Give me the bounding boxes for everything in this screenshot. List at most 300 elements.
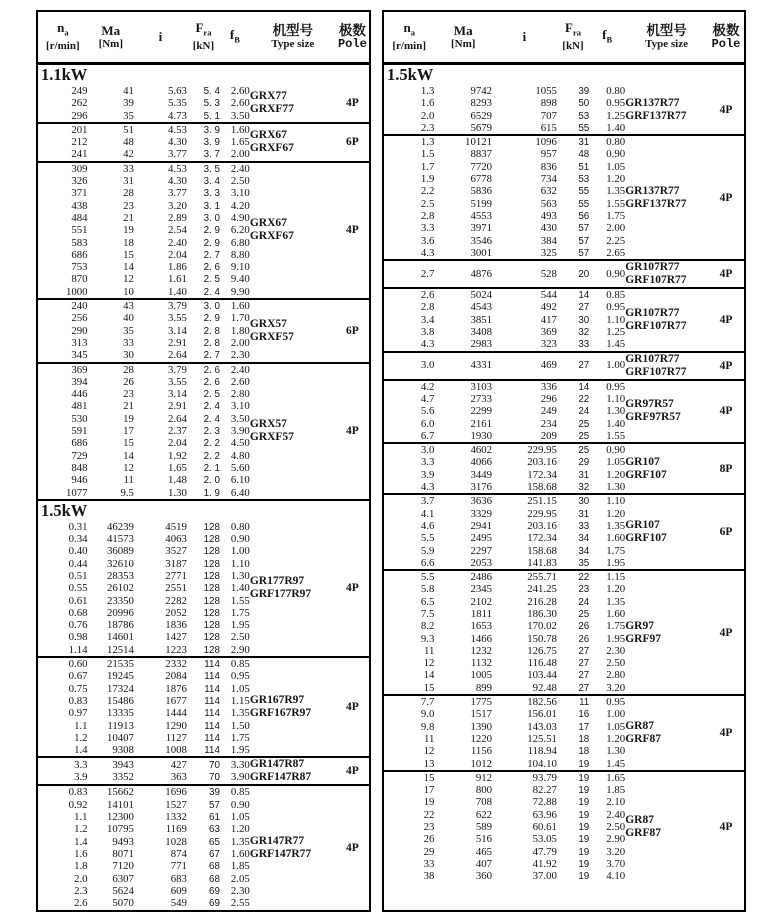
cell-ma: 20996 <box>106 606 134 619</box>
cell-i: 2771 <box>165 569 187 582</box>
data-row <box>38 388 250 400</box>
type-size-labels <box>625 571 708 694</box>
cell-fb: 1.45 <box>606 338 626 351</box>
pole-cell <box>336 758 369 784</box>
rating-section <box>384 287 744 350</box>
pole-label: 4P <box>346 97 359 110</box>
cell-na: 15 <box>423 771 435 784</box>
cell-ma: 6529 <box>470 109 493 122</box>
data-row <box>384 444 625 456</box>
cell-na: 5.5 <box>420 532 435 545</box>
data-row <box>38 474 250 486</box>
cell-fb: 2.30 <box>606 644 626 657</box>
cell-ma: 48 <box>123 136 134 149</box>
data-row <box>384 326 625 338</box>
rating-section <box>384 569 744 694</box>
cell-fb: 4.50 <box>230 437 250 450</box>
cell-ma: 15 <box>123 248 134 261</box>
data-row <box>384 657 625 669</box>
cell-ma: 2297 <box>470 544 493 557</box>
table-header <box>384 12 744 65</box>
cell-na: 2.5 <box>420 197 435 210</box>
cell-ma: 5024 <box>470 289 493 302</box>
column-header-unit: Pole <box>337 36 367 51</box>
cell-fra: 23 <box>578 584 590 596</box>
data-row <box>38 450 250 462</box>
data-row <box>38 607 250 619</box>
cell-fra: 19 <box>578 772 590 784</box>
data-row <box>384 721 625 733</box>
data-row <box>38 212 250 224</box>
type-size-label: GRXF67 <box>249 230 294 243</box>
data-row <box>384 633 625 645</box>
cell-fra: 48 <box>578 149 590 161</box>
column-header-subscript: B <box>606 34 613 45</box>
cell-ma: 12 <box>123 461 134 474</box>
section-rows <box>38 759 250 784</box>
cell-ma: 18 <box>123 236 134 249</box>
rating-section <box>384 694 744 770</box>
column-header-pole <box>336 12 369 62</box>
cell-fra: 128 <box>203 546 220 558</box>
cell-fb: 1.30 <box>606 745 626 758</box>
data-row <box>384 247 625 259</box>
cell-fb: 1.60 <box>606 532 626 545</box>
cell-i: 469 <box>540 359 557 372</box>
cell-fra: 16 <box>578 709 590 721</box>
cell-fra: 128 <box>203 595 220 607</box>
cell-fb: 0.95 <box>606 301 626 314</box>
cell-fb: 1.60 <box>606 607 626 620</box>
cell-i: 203.16 <box>527 519 557 532</box>
cell-fb: 9.10 <box>230 261 250 274</box>
cell-i: 4.30 <box>167 175 187 188</box>
cell-fb: 4.80 <box>230 449 250 462</box>
data-row <box>384 620 625 632</box>
cell-fb: 0.85 <box>230 658 250 671</box>
cell-ma: 3103 <box>470 380 493 393</box>
cell-na: 2.2 <box>420 185 435 198</box>
pole-cell <box>708 261 744 287</box>
cell-ma: 1232 <box>470 644 493 657</box>
cell-i: 37.00 <box>532 870 557 883</box>
cell-fra: 27 <box>578 658 590 670</box>
cell-fb: 0.85 <box>230 786 250 799</box>
cell-i: 4.30 <box>167 136 187 149</box>
cell-fra: 14 <box>578 381 590 393</box>
cell-fb: 2.80 <box>230 388 250 401</box>
pole-label: 4P <box>719 821 733 834</box>
cell-fb: 2.00 <box>230 336 250 349</box>
cell-ma: 32610 <box>106 557 134 570</box>
type-size-labels <box>625 772 708 883</box>
cell-i: 4.53 <box>167 162 187 175</box>
cell-fb: 1.00 <box>606 708 626 721</box>
column-header-na <box>38 12 88 62</box>
cell-fra: 3. 4 <box>203 176 220 188</box>
cell-fb: 2.05 <box>230 872 250 885</box>
cell-na: 0.98 <box>68 631 88 644</box>
cell-fra: 5. 3 <box>203 98 220 110</box>
cell-ma: 5070 <box>112 897 134 910</box>
cell-fb: 1.10 <box>606 313 626 326</box>
cell-fra: 114 <box>204 720 220 732</box>
column-header-main <box>134 30 187 44</box>
type-size-label: GRF87 <box>625 827 661 840</box>
pole-label: 4P <box>346 425 359 438</box>
cell-fb: 1.20 <box>230 823 250 836</box>
cell-fra: 14 <box>578 290 590 302</box>
cell-i: 143.03 <box>527 720 557 733</box>
cell-fb: 0.80 <box>230 520 250 533</box>
cell-na: 848 <box>71 461 88 474</box>
cell-i: 4.53 <box>167 123 187 136</box>
type-size-label: GRX67 <box>249 129 287 142</box>
column-header-main <box>88 24 134 38</box>
cell-na: 0.97 <box>68 707 88 720</box>
cell-na: 1.6 <box>420 97 435 110</box>
cell-na: 371 <box>71 187 88 200</box>
rating-section <box>384 259 744 287</box>
data-row <box>384 418 625 430</box>
type-size-label: GRX77 <box>249 90 287 103</box>
cell-na: 2.6 <box>74 897 88 910</box>
cell-fb: 1.35 <box>606 185 626 198</box>
data-row <box>38 619 250 631</box>
cell-na: 946 <box>71 474 88 487</box>
column-header-main <box>220 28 250 47</box>
data-row <box>384 122 625 134</box>
cell-ma: 2495 <box>470 532 493 545</box>
data-row <box>384 571 625 583</box>
cell-fb: 1.20 <box>606 173 626 186</box>
cell-na: 0.83 <box>68 694 88 707</box>
cell-ma: 15 <box>123 437 134 450</box>
data-row <box>384 833 625 845</box>
cell-fb: 1.35 <box>606 595 626 608</box>
cell-fra: 67 <box>209 848 220 860</box>
cell-fra: 114 <box>204 695 220 707</box>
pole-cell <box>708 495 744 569</box>
type-size-label: GRF147R77 <box>249 847 312 860</box>
type-size-label: GRXF57 <box>249 330 294 343</box>
data-row <box>384 405 625 417</box>
cell-ma: 9493 <box>112 835 134 848</box>
cell-ma: 35 <box>123 324 134 337</box>
cell-i: 2.04 <box>167 248 187 261</box>
data-row <box>38 558 250 570</box>
cell-fra: 56 <box>578 210 590 222</box>
cell-fb: 1.85 <box>230 860 250 873</box>
type-size-labels <box>625 85 708 134</box>
column-header-symbol: F <box>564 20 573 36</box>
cell-i: 1096 <box>535 136 557 149</box>
cell-ma: 2486 <box>470 571 493 584</box>
cell-fb: 1.80 <box>230 324 250 337</box>
cell-ma: 1466 <box>470 632 493 645</box>
type-size-label: GR107R77 <box>625 352 680 365</box>
data-row <box>38 811 250 823</box>
pole-label: 4P <box>719 405 733 418</box>
cell-fb: 3.20 <box>606 845 626 858</box>
cell-ma: 41573 <box>106 533 134 546</box>
column-header-subscript: a <box>64 27 69 38</box>
cell-fra: 24 <box>578 596 590 608</box>
cell-i: 156.01 <box>527 708 557 721</box>
cell-ma: 43 <box>123 300 134 313</box>
cell-fra: 2. 6 <box>203 376 220 388</box>
cell-ma: 4602 <box>470 444 493 457</box>
cell-ma: 2345 <box>470 583 493 596</box>
cell-fra: 3. 5 <box>203 163 220 175</box>
data-row <box>384 210 625 222</box>
cell-fra: 57 <box>209 799 220 811</box>
cell-fb: 1.25 <box>606 109 626 122</box>
cell-na: 4.6 <box>420 519 435 532</box>
cell-na: 551 <box>71 224 88 237</box>
cell-fra: 19 <box>578 858 590 870</box>
cell-i: 249 <box>540 405 557 418</box>
cell-na: 484 <box>71 211 88 224</box>
data-row <box>384 796 625 808</box>
type-size-label: GRF107R77 <box>625 319 687 332</box>
data-row <box>38 786 250 798</box>
cell-fb: 1.30 <box>606 481 626 494</box>
column-header-main <box>557 21 589 40</box>
cell-fb: 0.85 <box>606 289 626 302</box>
pole-cell <box>336 786 369 909</box>
data-row <box>384 696 625 708</box>
cell-fra: 3. 7 <box>203 149 220 161</box>
section-rows <box>384 359 625 371</box>
data-row <box>384 772 625 784</box>
type-size-labels <box>625 353 708 379</box>
cell-fra: 2. 6 <box>203 262 220 274</box>
cell-ma: 15662 <box>106 786 134 799</box>
cell-fb: 2.40 <box>606 808 626 821</box>
cell-ma: 1930 <box>470 429 493 442</box>
cell-fb: 1.20 <box>606 468 626 481</box>
cell-ma: 2941 <box>470 519 493 532</box>
cell-i: 125.51 <box>527 732 557 745</box>
type-size-labels <box>250 85 336 122</box>
data-row <box>384 532 625 544</box>
cell-i: 5.35 <box>167 97 187 110</box>
cell-i: 241.25 <box>527 583 557 596</box>
cell-i: 836 <box>540 160 557 173</box>
data-row <box>38 836 250 848</box>
cell-fra: 29 <box>578 457 590 469</box>
cell-ma: 4543 <box>470 301 493 314</box>
cell-ma: 10407 <box>106 731 134 744</box>
cell-ma: 41 <box>123 85 134 97</box>
cell-na: 2.0 <box>74 872 88 885</box>
cell-ma: 1005 <box>470 669 493 682</box>
cell-fra: 32 <box>578 327 590 339</box>
data-row <box>384 520 625 532</box>
cell-fra: 61 <box>209 812 220 824</box>
cell-i: 2.89 <box>167 211 187 224</box>
data-row <box>384 758 625 770</box>
cell-fra: 25 <box>578 430 590 442</box>
cell-fra: 63 <box>209 824 220 836</box>
cell-fra: 25 <box>578 608 590 620</box>
type-size-label: GR167R97 <box>249 694 305 707</box>
rating-section <box>38 756 369 784</box>
cell-i: 126.75 <box>527 644 557 657</box>
cell-na: 1077 <box>65 486 88 499</box>
cell-ma: 14601 <box>106 631 134 644</box>
cell-i: 1677 <box>165 694 187 707</box>
pole-label: 8P <box>719 462 733 475</box>
cell-na: 753 <box>71 261 88 274</box>
cell-na: 0.55 <box>68 582 88 595</box>
cell-i: 118.94 <box>527 745 557 758</box>
cell-fb: 4.20 <box>230 199 250 212</box>
cell-fb: 1.55 <box>606 197 626 210</box>
rating-section <box>38 85 369 122</box>
cell-i: 203.16 <box>527 456 557 469</box>
cell-na: 2.0 <box>420 109 435 122</box>
column-header-type <box>625 12 708 62</box>
cell-i: 2.64 <box>167 412 187 425</box>
type-size-label: GR107 <box>625 519 660 532</box>
cell-na: 394 <box>71 375 88 388</box>
data-row <box>384 97 625 109</box>
cell-i: 2.91 <box>167 336 187 349</box>
ratings-table-left <box>36 10 371 912</box>
cell-fb: 1.40 <box>606 417 626 430</box>
cell-i: 1028 <box>165 835 187 848</box>
data-row <box>38 85 250 97</box>
data-row <box>38 521 250 533</box>
cell-fra: 2. 7 <box>203 350 220 362</box>
cell-i: 683 <box>170 872 187 885</box>
cell-fra: 114 <box>204 659 220 671</box>
cell-fra: 2. 4 <box>203 401 220 413</box>
data-row <box>38 744 250 756</box>
cell-na: 369 <box>71 363 88 376</box>
cell-fb: 0.95 <box>606 97 626 110</box>
cell-na: 241 <box>71 148 88 161</box>
cell-ma: 5624 <box>112 884 134 897</box>
cell-na: 1.9 <box>420 173 435 186</box>
cell-na: 12 <box>423 657 435 670</box>
pole-cell <box>336 163 369 298</box>
cell-fb: 0.80 <box>606 136 626 149</box>
pole-cell <box>708 772 744 883</box>
section-rows <box>384 381 625 442</box>
cell-ma: 26102 <box>106 582 134 595</box>
cell-fb: 3.10 <box>230 187 250 200</box>
rating-section <box>38 161 369 298</box>
cell-i: 2332 <box>165 658 187 671</box>
rating-section <box>38 521 369 656</box>
cell-na: 1.4 <box>74 835 88 848</box>
cell-ma: 465 <box>475 845 493 858</box>
cell-fb: 2.55 <box>230 897 250 910</box>
cell-na: 3.9 <box>420 468 435 481</box>
column-header-fra <box>557 12 589 62</box>
cell-i: 1.65 <box>167 461 187 474</box>
cell-fb: 2.50 <box>606 657 626 670</box>
type-size-label: GRF167R97 <box>249 707 312 720</box>
data-row <box>38 237 250 249</box>
cell-fb: 1.05 <box>606 456 626 469</box>
cell-i: 2282 <box>165 594 187 607</box>
cell-fb: 3.50 <box>230 109 250 122</box>
cell-ma: 5199 <box>470 197 493 210</box>
cell-fb: 1.20 <box>606 732 626 745</box>
cell-i: 92.48 <box>532 681 557 694</box>
pole-label: 4P <box>719 726 733 739</box>
cell-fra: 70 <box>209 772 220 784</box>
cell-fb: 3.90 <box>230 425 250 438</box>
cell-fra: 3. 9 <box>203 124 220 136</box>
data-row <box>384 381 625 393</box>
column-header-main <box>38 21 88 40</box>
cell-fra: 3. 3 <box>203 188 220 200</box>
cell-na: 9.0 <box>420 708 435 721</box>
cell-fb: 6.80 <box>230 236 250 249</box>
type-size-label: GRF107R77 <box>625 274 687 287</box>
cell-fb: 2.90 <box>606 833 626 846</box>
section-rows <box>384 772 625 883</box>
cell-na: 290 <box>71 324 88 337</box>
column-header-fb <box>220 12 250 62</box>
cell-fra: 24 <box>578 406 590 418</box>
data-row <box>384 136 625 148</box>
column-header-na <box>384 12 434 62</box>
cell-ma: 3851 <box>470 313 493 326</box>
pole-label: 4P <box>719 103 733 116</box>
data-row <box>38 249 250 261</box>
cell-ma: 19 <box>123 412 134 425</box>
cell-ma: 4331 <box>470 359 493 372</box>
type-size-label: GR97 <box>625 619 654 632</box>
type-size-label: GRXF77 <box>249 103 294 116</box>
data-row <box>384 456 625 468</box>
cell-fb: 1.95 <box>606 632 626 645</box>
cell-ma: 8071 <box>112 847 134 860</box>
pole-label: 4P <box>346 701 359 714</box>
pole-cell <box>708 289 744 350</box>
cell-fb: 2.65 <box>606 246 626 259</box>
cell-fb: 2.60 <box>230 97 250 110</box>
cell-ma: 3636 <box>470 495 493 508</box>
cell-fb: 1.65 <box>230 136 250 149</box>
cell-ma: 8293 <box>470 97 493 110</box>
data-row <box>38 337 250 349</box>
cell-na: 0.92 <box>68 798 88 811</box>
cell-i: 3.14 <box>167 388 187 401</box>
cell-fra: 27 <box>578 302 590 314</box>
column-header-unit: [kN] <box>562 39 584 52</box>
type-size-labels <box>625 495 708 569</box>
column-header-symbol: f <box>229 26 235 42</box>
cell-na: 0.68 <box>68 606 88 619</box>
cell-na: 2.8 <box>420 209 435 222</box>
cell-fra: 69 <box>209 885 220 897</box>
cell-na: 4.3 <box>420 246 435 259</box>
cell-fra: 68 <box>209 861 220 873</box>
cell-ma: 1653 <box>470 620 493 633</box>
data-row <box>384 222 625 234</box>
cell-fra: 19 <box>578 822 590 834</box>
data-row <box>384 733 625 745</box>
pole-label: 4P <box>346 582 359 595</box>
pole-cell <box>708 85 744 134</box>
